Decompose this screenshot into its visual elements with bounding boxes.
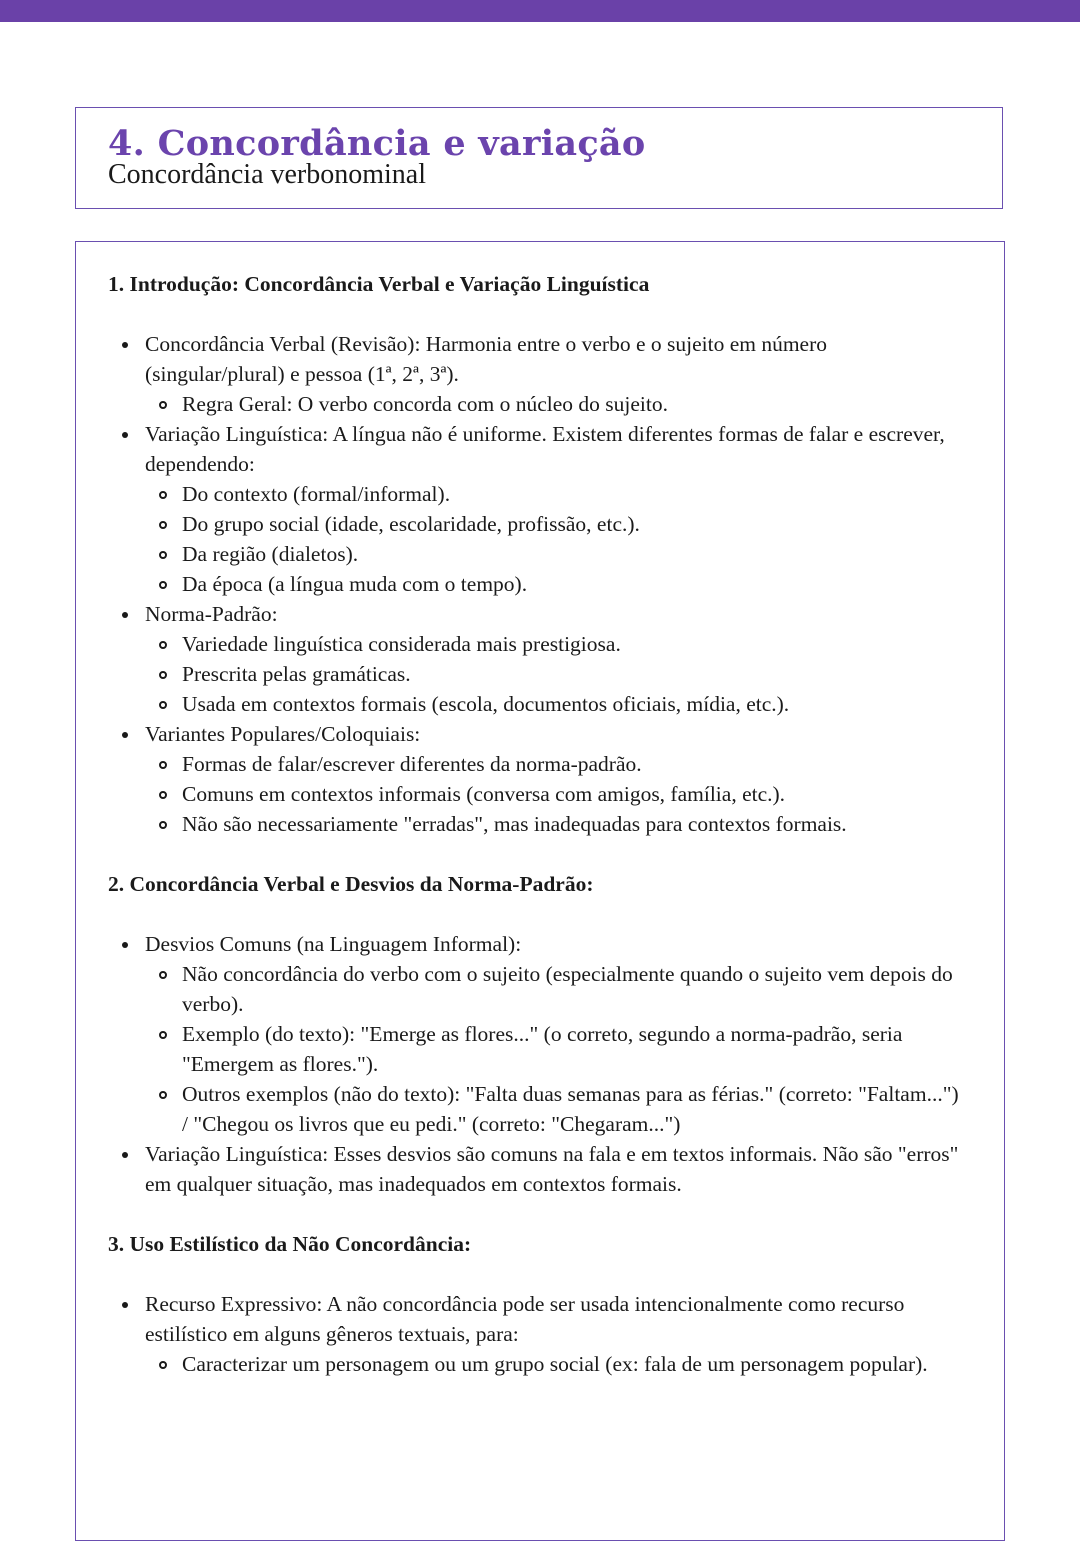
list-item: Variantes Populares/Coloquiais: Formas de falar/escrever diferentes da norma-padrão. Comuns em contextos informais (conversa com amigos, família, etc.). Não são necessariamente "erradas", mas inadequadas para contextos formais. bbox=[108, 719, 968, 839]
list-item: Desvios Comuns (na Linguagem Informal): Não concordância do verbo com o sujeito (especialmente quando o sujeito vem depois do verbo). Exemplo (do texto): "Emerge as flores..." (o correto, segundo a norma-padrão, seria "Emergem as flores."). Outros exemplos (não do texto): "Falta duas semanas para as férias." (correto: "Faltam...") / "Chegou os livros que eu pedi." (correto: "Chegaram...") bbox=[108, 929, 968, 1139]
header-box bbox=[75, 107, 1003, 209]
section-heading: 1. Introdução: Concordância Verbal e Variação Linguística bbox=[108, 272, 650, 296]
sub-list-item: Variedade linguística considerada mais prestigiosa. bbox=[145, 629, 968, 659]
sub-list-item: Do grupo social (idade, escolaridade, profissão, etc.). bbox=[145, 509, 968, 539]
bullet-list bbox=[108, 929, 968, 1199]
sub-list-item: Caracterizar um personagem ou um grupo social (ex: fala de um personagem popular). bbox=[145, 1349, 968, 1379]
list-item: Variação Linguística: Esses desvios são comuns na fala e em textos informais. Não são "erros" em qualquer situação, mas inadequados em contextos formais. bbox=[108, 1139, 968, 1199]
bullet-list bbox=[108, 1289, 968, 1379]
sub-list-item: Comuns em contextos informais (conversa com amigos, família, etc.). bbox=[145, 779, 968, 809]
list-item: Variação Linguística: A língua não é uniforme. Existem diferentes formas de falar e escrever, dependendo: Do contexto (formal/informal). Do grupo social (idade, escolaridade, profissão, etc.). Da região (dialetos). Da época (a língua muda com o tempo). bbox=[108, 419, 968, 599]
page-title: 4. Concordância e variação bbox=[108, 123, 646, 164]
sub-list-item: Prescrita pelas gramáticas. bbox=[145, 659, 968, 689]
section-heading: 2. Concordância Verbal e Desvios da Norma-Padrão: bbox=[108, 872, 594, 896]
bullet-list bbox=[108, 329, 968, 839]
notes-body bbox=[108, 269, 968, 1379]
sub-list-item: Exemplo (do texto): "Emerge as flores..." (o correto, segundo a norma-padrão, seria "Emergem as flores."). bbox=[145, 1019, 968, 1079]
top-accent-bar bbox=[0, 0, 1080, 22]
sub-list-item: Não concordância do verbo com o sujeito (especialmente quando o sujeito vem depois do verbo). bbox=[145, 959, 968, 1019]
section-heading: 3. Uso Estilístico da Não Concordância: bbox=[108, 1232, 472, 1256]
list-item: Concordância Verbal (Revisão): Harmonia entre o verbo e o sujeito em número (singular/plural) e pessoa (1ª, 2ª, 3ª). Regra Geral: O verbo concorda com o núcleo do sujeito. bbox=[108, 329, 968, 419]
list-item: Norma-Padrão: Variedade linguística considerada mais prestigiosa. Prescrita pelas gramáticas. Usada em contextos formais (escola, documentos oficiais, mídia, etc.). bbox=[108, 599, 968, 719]
sub-list-item: Regra Geral: O verbo concorda com o núcleo do sujeito. bbox=[145, 389, 968, 419]
list-item: Recurso Expressivo: A não concordância pode ser usada intencionalmente como recurso estilístico em alguns gêneros textuais, para: Caracterizar um personagem ou um grupo social (ex: fala de um personagem popular). bbox=[108, 1289, 968, 1379]
sub-list-item: Não são necessariamente "erradas", mas inadequadas para contextos formais. bbox=[145, 809, 968, 839]
sub-list-item: Da região (dialetos). bbox=[145, 539, 968, 569]
sub-list-item: Formas de falar/escrever diferentes da norma-padrão. bbox=[145, 749, 968, 779]
content-box bbox=[75, 241, 1005, 1541]
sub-list-item: Do contexto (formal/informal). bbox=[145, 479, 968, 509]
sub-list-item: Outros exemplos (não do texto): "Falta duas semanas para as férias." (correto: "Faltam...") / "Chegou os livros que eu pedi." (correto: "Chegaram...") bbox=[145, 1079, 968, 1139]
sub-list-item: Usada em contextos formais (escola, documentos oficiais, mídia, etc.). bbox=[145, 689, 968, 719]
sub-list-item: Da época (a língua muda com o tempo). bbox=[145, 569, 968, 599]
page-subtitle: Concordância verbonominal bbox=[108, 159, 427, 190]
